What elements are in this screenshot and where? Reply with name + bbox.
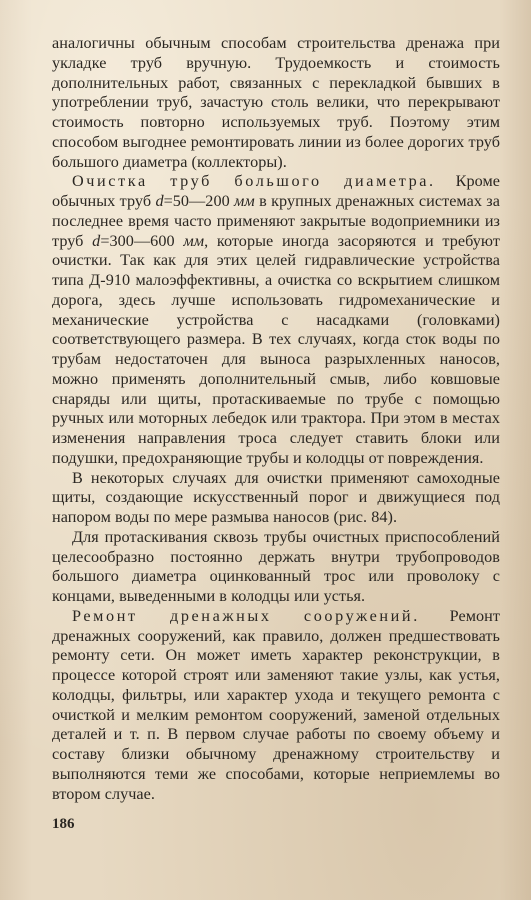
text-run: Для протаскивания сквозь трубы очистных приспособлений целесообразно постоянно держать внутри трубопроводов большого диаметра оцинкованный трос или проволоку с концами, выведенными в колодцы или устья. <box>52 527 500 605</box>
text-run: мм <box>234 192 255 210</box>
text-run: =300—600 <box>100 231 184 250</box>
paragraph-p2 <box>52 172 500 468</box>
paragraph-p3 <box>52 469 500 528</box>
book-page <box>52 34 500 864</box>
body-text <box>52 34 500 804</box>
text-run: d <box>155 192 164 210</box>
text-run: аналогичны обычным способам строительства дренажа при укладке труб вручную. Трудоемкость и стоимость дополнительных работ, связанных с перекладкой бывших в употреблении труб, зачастую столь велики, что перекрывают стоимость повторно используемых труб. Поэтому этим способом выгоднее ремонтировать линии из более дорогих труб большого диаметра (коллекторы). <box>52 34 500 171</box>
text-run: =50—200 <box>163 192 235 210</box>
text-run: мм <box>183 231 205 250</box>
paragraph-p5 <box>52 607 500 805</box>
paragraph-p4 <box>52 528 500 607</box>
text-run: В некоторых случаях для очистки применяют самоходные щиты, создающие искусственный порог и движущиеся под напором воды по мере размыва наносов (рис. 84). <box>52 468 500 526</box>
text-run: , которые иногда засоряются и требуют очистки. Так как для этих целей гидравлические устройства типа Д-910 малоэффективны, а очистка со вскрытием слишком дорога, здесь лучше использовать гидромеханические и механические устройства с насадками (головками) соответствующего размера. В тех случаях, когда сток воды по трубам недостаточен для выноса разрыхленных наносов, можно применять дополнительный смыв, либо ковшовые снаряды или щиты, протаскиваемые по трубе с помощью ручных или моторных лебедок или трактора. При этом в местах изменения направления троса следует ставить блоки или подушки, предохраняющие трубы и колодцы от повреждения. <box>52 231 500 467</box>
paragraph-p1 <box>52 34 500 172</box>
text-run: Ремонт дренажных сооружений, как правило, должен предшествовать ремонту сети. Он может иметь характер реконструкции, в процессе которой строят или заменяют такие узлы, как устья, колодцы, фильтры, или характер ухода и текущего ремонта с очисткой и мелким ремонтом сооружений, заменой отдельных деталей и т. п. В первом случае работы по своему объему и составу близки обычному дренажному строительству и выполняются теми же способами, которые неприемлемы во втором случае. <box>52 606 500 803</box>
page-number: 186 <box>52 816 75 832</box>
text-run: в крупных дренажных системах за последнее время часто применяют закрытые водоприемники из труб <box>52 192 500 250</box>
text-run: Кроме обычных труб <box>52 172 501 210</box>
section-heading: Ремонт дренажных сооружений. <box>72 606 420 625</box>
section-heading: Очистка труб большого диаметра. <box>72 172 436 191</box>
text-run: d <box>92 231 101 250</box>
